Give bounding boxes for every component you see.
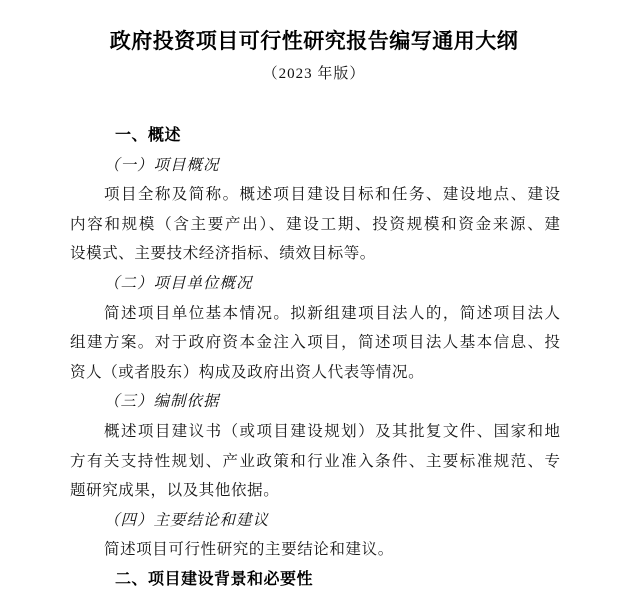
document-edition: （2023 年版） [262,66,366,82]
paragraph-line: 简述项目可行性研究的主要结论和建议。 [104,541,394,559]
paragraph-line: 简述项目单位基本情况。拟新组建项目法人的，简述项目法人 [104,304,560,322]
paragraph-line: 组建方案。对于政府资本金注入项目，简述项目法人基本信息、投 [70,334,560,352]
sub-heading-1-2: （二）项目单位概况 [104,274,253,292]
paragraph-line: 资人（或者股东）构成及政府出资人代表等情况。 [70,363,425,381]
sub-heading-1-4: （四）主要结论和建议 [104,511,270,529]
paragraph-line: 题研究成果，以及其他依据。 [70,482,280,500]
sub-heading-1-3: （三）编制依据 [104,393,220,411]
sub-heading-1-1: （一）项目概况 [104,156,220,174]
paragraph-line: 方有关支持性规划、产业政策和行业准入条件、主要标准规范、专 [70,452,560,470]
paragraph-line: 设模式、主要技术经济指标、绩效目标等。 [70,245,376,263]
section-heading-2: 二、项目建设背景和必要性 [115,570,314,588]
document-title: 政府投资项目可行性研究报告编写通用大纲 [109,29,519,53]
paragraph-line: 项目全称及简称。概述项目建设目标和任务、建设地点、建设 [104,186,560,204]
paragraph-line: 概述项目建议书（或项目建设规划）及其批复文件、国家和地 [104,422,560,440]
document-body [70,121,560,592]
section-heading-1: 一、概述 [115,127,182,144]
paragraph-line: 内容和规模（含主要产出）、建设工期、投资规模和资金来源、建 [70,215,560,233]
